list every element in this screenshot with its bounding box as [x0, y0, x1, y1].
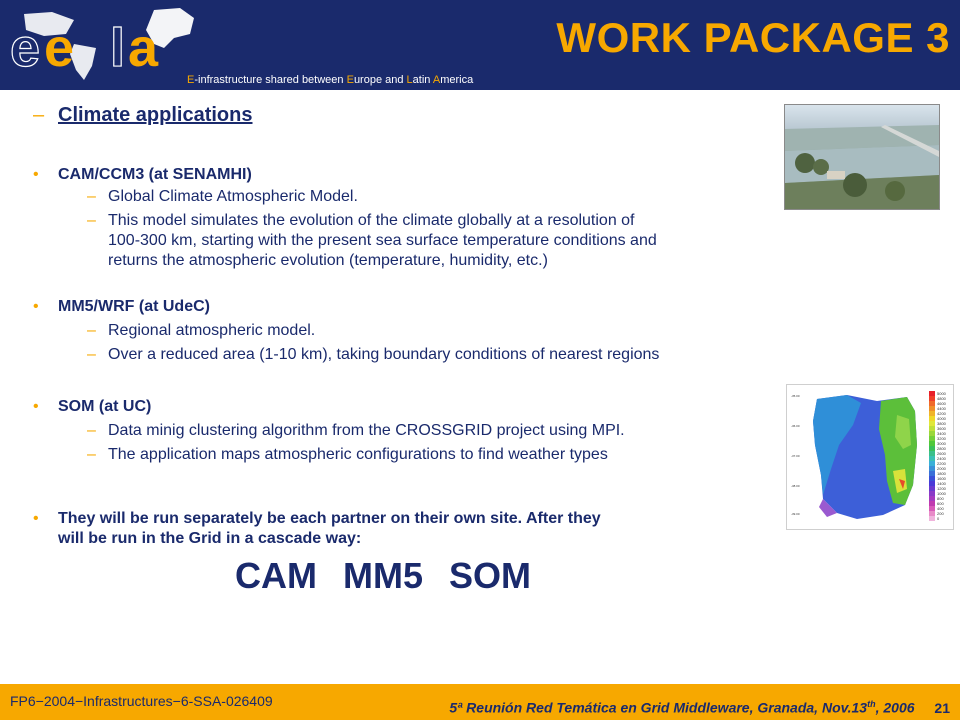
- tagline-part: atin: [412, 74, 433, 86]
- legend-label: 3800: [937, 421, 946, 426]
- tagline-part: merica: [440, 74, 474, 86]
- legend-label: 2200: [937, 461, 946, 466]
- legend-label: 4200: [937, 411, 946, 416]
- legend-label: 3400: [937, 431, 946, 436]
- tagline-part: urope and: [353, 74, 407, 86]
- tagline-part: E: [346, 74, 354, 86]
- tagline-part: -infrastructure shared between: [194, 74, 347, 86]
- footer-event: [449, 699, 950, 716]
- elevation-map: [786, 384, 954, 530]
- legend-label: 1800: [937, 471, 946, 476]
- eela-logo: [4, 4, 204, 84]
- sub-item: Regional atmospheric model.: [108, 322, 316, 339]
- sub-dash: –: [87, 346, 96, 363]
- footer-event-text: 5ª Reunión Red Temática en Grid Middleware, Granada, Nov.13: [449, 699, 868, 716]
- legend-label: 4000: [937, 416, 946, 421]
- sub-item: returns the atmospheric evolution (temperature, humidity, etc.): [108, 252, 548, 269]
- legend-label: 4400: [937, 406, 946, 411]
- cascade-flow: [235, 555, 531, 597]
- legend-label: 1000: [937, 491, 946, 496]
- page-title: WORK PACKAGE 3: [556, 14, 950, 61]
- flow-step-som: SOM: [449, 555, 532, 596]
- right-arrow-icon: [327, 555, 343, 596]
- svg-text:e: e: [10, 18, 41, 78]
- tagline-part: A: [432, 74, 441, 86]
- flood-photo-image: [785, 105, 939, 209]
- tagline-part: L: [406, 74, 413, 86]
- tagline: [187, 74, 473, 86]
- legend-label: 4600: [937, 401, 946, 406]
- legend-label: 4800: [937, 396, 946, 401]
- page-number: 21: [934, 699, 950, 716]
- legend-label: 800: [937, 496, 944, 501]
- sub-item: 100-300 km, starting with the present sea surface temperature conditions and: [108, 232, 657, 249]
- section-dash: –: [33, 104, 45, 126]
- sub-dash: –: [87, 188, 96, 205]
- section-title: Climate applications: [58, 104, 253, 126]
- legend-label: 3600: [937, 426, 946, 431]
- footer-bar: [0, 684, 960, 720]
- svg-text:a: a: [128, 18, 159, 78]
- tagline-part: E: [187, 74, 195, 86]
- item-title: They will be run separately be each partner on their own site. After they: [58, 510, 601, 527]
- right-arrow-icon: [433, 555, 449, 596]
- item-title: MM5/WRF (at UdeC): [58, 298, 210, 315]
- svg-text:e: e: [44, 18, 75, 78]
- elevation-map-figure: [787, 385, 953, 529]
- svg-text:-37.00: -37.00: [791, 454, 800, 458]
- legend-label: 5000: [937, 391, 946, 396]
- sub-item: This model simulates the evolution of the climate globally at a resolution of: [108, 212, 635, 229]
- sub-item: Global Climate Atmospheric Model.: [108, 188, 358, 205]
- legend-label: 600: [937, 501, 944, 506]
- legend-label: 1200: [937, 486, 946, 491]
- sub-dash: –: [87, 212, 96, 229]
- header-bar: [0, 0, 960, 90]
- legend-label: 3000: [937, 441, 946, 446]
- svg-text:-38.00: -38.00: [791, 484, 800, 488]
- sub-dash: –: [87, 322, 96, 339]
- legend-label: 400: [937, 506, 944, 511]
- item-title: will be run in the Grid in a cascade way:: [58, 530, 362, 547]
- sub-dash: –: [87, 422, 96, 439]
- svg-text:-35.00: -35.00: [791, 394, 800, 398]
- svg-text:l: l: [110, 18, 126, 78]
- legend-label: 1400: [937, 481, 946, 486]
- bullet-icon: •: [33, 510, 39, 527]
- legend-label: 2400: [937, 456, 946, 461]
- bullet-icon: •: [33, 166, 39, 183]
- legend-label: 3200: [937, 436, 946, 441]
- item-title: SOM (at UC): [58, 398, 152, 415]
- bullet-icon: •: [33, 398, 39, 415]
- sub-item: Data minig clustering algorithm from the CROSSGRID project using MPI.: [108, 422, 625, 439]
- legend-label: 2600: [937, 451, 946, 456]
- flow-step-cam: CAM: [235, 555, 317, 596]
- item-title: CAM/CCM3 (at SENAMHI): [58, 166, 252, 183]
- flood-photo: [784, 104, 940, 210]
- sub-item: Over a reduced area (1-10 km), taking boundary conditions of nearest regions: [108, 346, 660, 363]
- legend-label: 2000: [937, 466, 946, 471]
- svg-text:-36.00: -36.00: [791, 424, 800, 428]
- footer-event-sup: th: [867, 699, 876, 709]
- footer-project-code: FP6−2004−Infrastructures−6-SSA-026409: [10, 693, 273, 709]
- footer-event-year: , 2006: [875, 699, 915, 716]
- bullet-icon: •: [33, 298, 39, 315]
- svg-text:-39.00: -39.00: [791, 512, 800, 516]
- legend-label: 200: [937, 511, 944, 516]
- sub-item: The application maps atmospheric configurations to find weather types: [108, 446, 608, 463]
- legend-label: 2800: [937, 446, 946, 451]
- legend-label: 0: [937, 516, 940, 521]
- sub-dash: –: [87, 446, 96, 463]
- legend-label: 1600: [937, 476, 946, 481]
- flow-step-mm5: MM5: [343, 555, 423, 596]
